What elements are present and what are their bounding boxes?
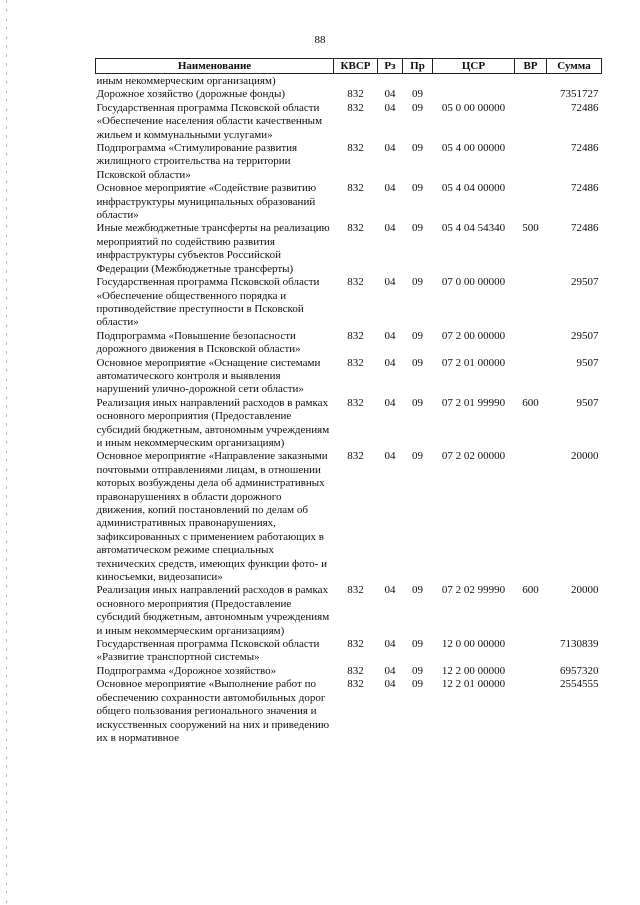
- cell-name: Государственная программа Псковской области «Развитие транспортной системы»: [96, 638, 320, 664]
- cell-sum: 7130839: [560, 638, 599, 651]
- cell-pr: 09: [412, 276, 423, 289]
- cell-name: иным некоммерческим организациям): [96, 75, 276, 87]
- cell-sum: 72486: [571, 142, 599, 155]
- table-row: [96, 276, 602, 330]
- cell-kvsr: 832: [347, 356, 364, 369]
- cell-name: Реализация иных направлений расходов в рамках основного мероприятия (Предоставление субсидий бюджетным, автономным учреждениям и иным некоммерческим организациям): [96, 584, 330, 637]
- table-row: [96, 357, 602, 397]
- cell-sum: 2554555: [560, 678, 599, 691]
- cell-kvsr: 832: [347, 276, 364, 289]
- table-body: [96, 74, 602, 746]
- cell-vr: [515, 450, 547, 584]
- cell-vr: 600: [522, 396, 539, 409]
- cell-name: Дорожное хозяйство (дорожные фонды): [96, 88, 286, 101]
- cell-name: Государственная программа Псковской области «Обеспечение общественного порядка и противодействие преступности в Псковской области»: [96, 276, 320, 329]
- cell-sum: 29507: [571, 329, 599, 342]
- page-number: 88: [314, 34, 326, 46]
- cell-name: Государственная программа Псковской области «Обеспечение населения области качественным жильем и коммунальными услугами»: [96, 101, 323, 141]
- cell-csr: 12 2 00 00000: [441, 664, 506, 677]
- cell-rz: 04: [384, 276, 396, 289]
- cell-sum: 9507: [576, 396, 599, 409]
- cell-csr: 07 0 00 00000: [441, 276, 506, 289]
- budget-table: [95, 58, 602, 745]
- table-header-row: [96, 59, 602, 74]
- cell-sum: 72486: [571, 222, 599, 235]
- cell-kvsr: 832: [347, 396, 364, 409]
- header-name: Наименование: [96, 59, 334, 74]
- cell-vr: [515, 74, 547, 89]
- cell-pr: 09: [412, 222, 423, 235]
- cell-pr: 09: [412, 356, 423, 369]
- cell-rz: 04: [384, 88, 396, 101]
- cell-sum: 6957320: [560, 664, 599, 677]
- cell-csr: 12 2 01 00000: [441, 678, 506, 691]
- cell-csr: 07 2 01 99990: [441, 396, 506, 409]
- table-row: [96, 88, 602, 101]
- cell-vr: [515, 182, 547, 222]
- cell-rz: 04: [384, 638, 396, 651]
- cell-pr: 09: [412, 88, 423, 101]
- cell-vr: [515, 678, 547, 745]
- cell-csr: 05 0 00 00000: [441, 101, 506, 114]
- cell-kvsr: 832: [347, 329, 364, 342]
- table-row: [96, 584, 602, 638]
- cell-sum: 20000: [571, 584, 599, 597]
- cell-pr: 09: [412, 678, 423, 691]
- header-kvsr: КВСР: [334, 59, 378, 74]
- cell-pr: 09: [412, 182, 423, 195]
- cell-vr: [515, 142, 547, 182]
- cell-kvsr: 832: [347, 142, 364, 155]
- cell-pr: 09: [412, 584, 423, 597]
- cell-name: Основное мероприятие «Содействие развитию инфраструктуры муниципальных образований области»: [96, 182, 317, 222]
- header-sum: Сумма: [547, 59, 602, 74]
- cell-name: Подпрограмма «Стимулирование развития жилищного строительства на территории Псковской области»: [96, 142, 298, 181]
- cell-csr: [433, 88, 515, 101]
- cell-vr: 500: [522, 222, 539, 235]
- cell-vr: [515, 102, 547, 142]
- cell-rz: 04: [384, 450, 396, 463]
- table-row: [96, 102, 602, 142]
- table-row: [96, 222, 602, 276]
- cell-vr: 600: [522, 584, 539, 597]
- table-row: [96, 182, 602, 222]
- cell-name: Основное мероприятие «Направление заказными почтовыми отправлениями лицам, в отношении которых возбуждены дела об административных правонарушениях в области дорожного движения, копий постановлений по делам об административных правонарушениях, зафиксированных с применением работающих в автоматическом режиме специальных технических средств, имеющих функции фото- и киносъемки, видеозаписи»: [96, 450, 328, 584]
- cell-kvsr: 832: [347, 88, 364, 101]
- cell-rz: 04: [384, 584, 396, 597]
- cell-vr: [515, 638, 547, 665]
- cell-csr: 07 2 02 00000: [441, 450, 506, 463]
- header-csr: ЦСР: [433, 59, 515, 74]
- cell-pr: 09: [412, 142, 423, 155]
- table-row: [96, 678, 602, 745]
- cell-vr: [515, 330, 547, 357]
- cell-sum: 9507: [576, 356, 599, 369]
- cell-pr: 09: [412, 450, 423, 463]
- table-row: [96, 638, 602, 665]
- cell-pr: 09: [412, 396, 423, 409]
- cell-kvsr: 832: [347, 664, 364, 677]
- cell-pr: 09: [412, 664, 423, 677]
- cell-name: Иные межбюджетные трансферты на реализацию мероприятий по содействию развития инфраструктуры субъектов Российской Федерации (Межбюджетные трансферты): [96, 222, 330, 275]
- cell-kvsr: 832: [347, 450, 364, 463]
- cell-pr: 09: [412, 101, 423, 114]
- cell-csr: 05 4 00 00000: [441, 142, 506, 155]
- cell-kvsr: 832: [347, 678, 364, 691]
- table-row: [96, 397, 602, 451]
- table-row: [96, 665, 602, 678]
- cell-name: Реализация иных направлений расходов в рамках основного мероприятия (Предоставление субсидий бюджетным, автономным учреждениям и иным некоммерческим организациям): [96, 396, 330, 449]
- cell-sum: 29507: [571, 276, 599, 289]
- cell-pr: [403, 74, 433, 89]
- cell-vr: [515, 88, 547, 101]
- cell-csr: 12 0 00 00000: [441, 638, 506, 651]
- table-row: [96, 330, 602, 357]
- cell-vr: [515, 357, 547, 397]
- cell-kvsr: 832: [347, 182, 364, 195]
- cell-pr: 09: [412, 638, 423, 651]
- cell-sum: [547, 74, 602, 89]
- cell-pr: 09: [412, 329, 423, 342]
- cell-csr: [433, 74, 515, 89]
- cell-name: Подпрограмма «Дорожное хозяйство»: [96, 664, 277, 677]
- cell-kvsr: 832: [347, 638, 364, 651]
- cell-sum: 7351727: [560, 88, 599, 101]
- cell-csr: 07 2 02 99990: [441, 584, 506, 597]
- cell-rz: 04: [384, 664, 396, 677]
- cell-csr: 05 4 04 00000: [441, 182, 506, 195]
- cell-kvsr: 832: [347, 584, 364, 597]
- table-row: [96, 142, 602, 182]
- cell-rz: 04: [384, 329, 396, 342]
- cell-csr: 07 2 01 00000: [441, 356, 506, 369]
- cell-kvsr: 832: [347, 222, 364, 235]
- header-rz: Рз: [378, 59, 403, 74]
- cell-vr: [515, 665, 547, 678]
- cell-kvsr: 832: [347, 101, 364, 114]
- cell-sum: 72486: [571, 101, 599, 114]
- header-pr: Пр: [403, 59, 433, 74]
- cell-sum: 20000: [571, 450, 599, 463]
- cell-csr: 05 4 04 54340: [441, 222, 506, 235]
- table-row: [96, 74, 602, 89]
- cell-rz: [378, 74, 403, 89]
- cell-rz: 04: [384, 182, 396, 195]
- header-vr: ВР: [515, 59, 547, 74]
- cell-rz: 04: [384, 678, 396, 691]
- cell-name: Основное мероприятие «Оснащение системами автоматического контроля и выявления нарушений улично-дорожной сети области»: [96, 356, 321, 396]
- cell-name: Основное мероприятие «Выполнение работ по обеспечению сохранности автомобильных дорог общего пользования регионального значения и искусственных сооружений на них и приведению их в нормативное: [96, 678, 330, 744]
- table-row: [96, 450, 602, 584]
- cell-rz: 04: [384, 142, 396, 155]
- cell-rz: 04: [384, 101, 396, 114]
- cell-rz: 04: [384, 222, 396, 235]
- scan-edge-line: [6, 0, 7, 905]
- cell-csr: 07 2 00 00000: [441, 329, 506, 342]
- cell-vr: [515, 276, 547, 330]
- cell-rz: 04: [384, 356, 396, 369]
- cell-rz: 04: [384, 396, 396, 409]
- cell-sum: 72486: [571, 182, 599, 195]
- cell-name: Подпрограмма «Повышение безопасности дорожного движения в Псковской области»: [96, 329, 301, 356]
- cell-kvsr: [334, 74, 378, 89]
